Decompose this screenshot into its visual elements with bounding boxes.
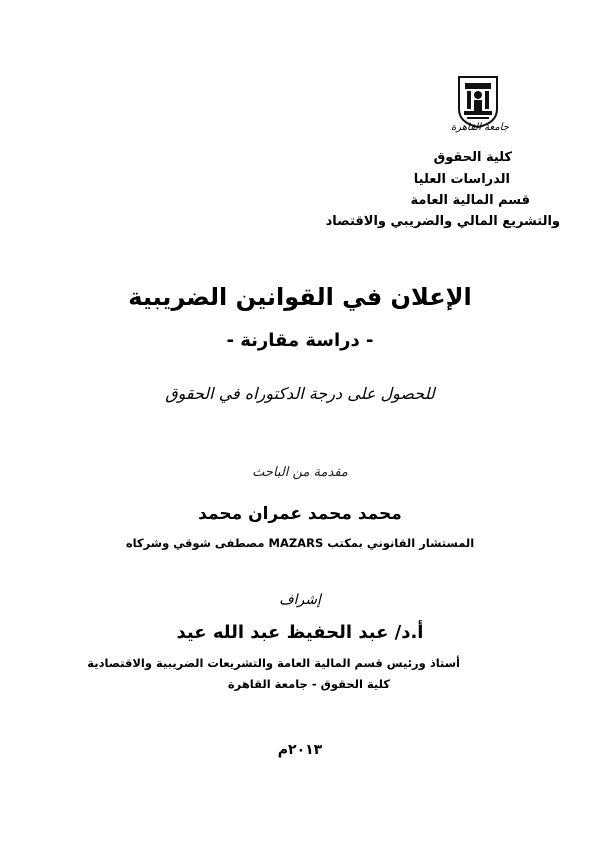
logo-caption: جامعة القاهرة	[451, 122, 509, 133]
presented-by-label: مقدمة من الباحث	[252, 465, 348, 480]
supervisor-name: أ.د/ عبد الحفيظ عبد الله عيد	[176, 622, 424, 643]
faculty-name: كلية الحقوق	[433, 150, 512, 165]
thesis-subtitle: - دراسة مقارنة -	[226, 330, 374, 351]
year: ٢٠١٣م	[277, 742, 323, 758]
degree-statement: للحصول على درجة الدكتوراه في الحقوق	[165, 384, 435, 403]
department-line-2: والتشريع المالي والضريبي والاقتصاد	[325, 214, 560, 229]
researcher-name: محمد محمد عمران محمد	[198, 504, 402, 524]
supervisor-title-line-1: أستاذ ورئيس قسم المالية العامة والتشريعات الضريبية والاقتصادية	[87, 656, 460, 670]
supervision-label: إشراف	[279, 592, 321, 608]
graduate-studies: الدراسات العليا	[413, 172, 510, 187]
department-line-1: قسم المالية العامة	[410, 193, 530, 208]
thesis-title: الإعلان في القوانين الضريبية	[128, 283, 472, 311]
university-logo-icon	[455, 75, 501, 129]
supervisor-title-line-2: كلية الحقوق - جامعة القاهرة	[227, 677, 390, 691]
researcher-position: المستشار القانوني بمكتب MAZARS مصطفى شوقي وشركاه	[125, 536, 475, 550]
